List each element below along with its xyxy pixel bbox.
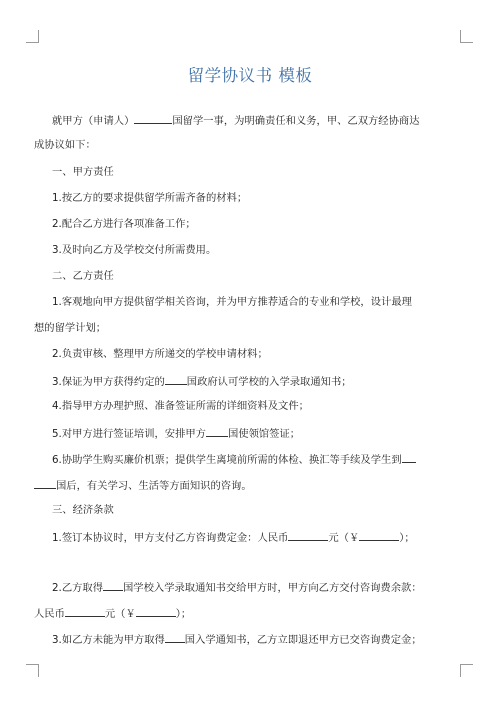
blank-field[interactable]	[165, 373, 187, 385]
section-heading-economic: 三、经济条款	[52, 504, 114, 516]
list-item-cont: 人民币 元（￥ ）；	[34, 605, 470, 621]
list-item: 3.保证为甲方获得约定的 国政府认可学校的入学录取通知书；	[52, 373, 488, 389]
blank-field[interactable]	[65, 605, 105, 617]
section-heading-party-b: 二、乙方责任	[52, 270, 114, 282]
paragraph-intro: 就甲方（申请人） 国留学一事，为明确责任和义务，甲、乙双方经协商达	[52, 112, 488, 128]
blank-field[interactable]	[288, 529, 328, 541]
list-item: 2.负责审核、整理甲方所递交的学校申请材料；	[52, 348, 268, 360]
list-item-cont: 想的留学计划；	[34, 322, 107, 334]
list-item: 2.配合乙方进行各项准备工作；	[52, 218, 196, 230]
corner-mark-top-right	[460, 30, 473, 43]
document-title: 留学协议书 模板	[187, 66, 313, 85]
list-item-cont: 国后，有关学习、生活等方面知识的咨询。	[34, 477, 470, 493]
list-item: 1.签订本协议时，甲方支付乙方咨询费定金：人民币 元（￥ ）；	[52, 529, 488, 545]
blank-field[interactable]	[165, 631, 185, 643]
list-item: 3.及时向乙方及学校交付所需费用。	[52, 244, 217, 256]
corner-mark-bottom-right	[460, 664, 473, 677]
corner-mark-bottom-left	[26, 664, 39, 677]
list-item: 6.协助学生购买廉价机票；提供学生离境前所需的体检、换汇等手续及学生到	[52, 451, 488, 467]
blank-field[interactable]	[103, 579, 123, 591]
blank-field[interactable]	[206, 425, 228, 437]
list-item: 4.指导甲方办理护照、准备签证所需的详细资料及文件；	[52, 400, 309, 412]
blank-field[interactable]	[402, 451, 416, 463]
section-heading-party-a: 一、甲方责任	[52, 166, 114, 178]
list-item: 1.按乙方的要求提供留学所需齐备的材料；	[52, 192, 248, 204]
blank-field[interactable]	[134, 112, 172, 124]
list-item: 3.如乙方未能为甲方取得 国入学通知书，乙方立即退还甲方已交咨询费定金；	[52, 631, 488, 647]
blank-field[interactable]	[136, 605, 176, 617]
paragraph-intro-cont: 成协议如下：	[34, 139, 96, 151]
list-item: 2.乙方取得 国学校入学录取通知书交给甲方时，甲方向乙方交付咨询费余款：	[52, 579, 488, 595]
blank-field[interactable]	[34, 477, 56, 489]
blank-field[interactable]	[359, 529, 399, 541]
corner-mark-top-left	[26, 30, 39, 43]
list-item: 1.客观地向甲方提供留学相关咨询，并为甲方推荐适合的专业和学校，设计最理	[52, 296, 412, 308]
list-item: 5.对甲方进行签证培训，安排甲方 国使领馆签证；	[52, 425, 488, 441]
